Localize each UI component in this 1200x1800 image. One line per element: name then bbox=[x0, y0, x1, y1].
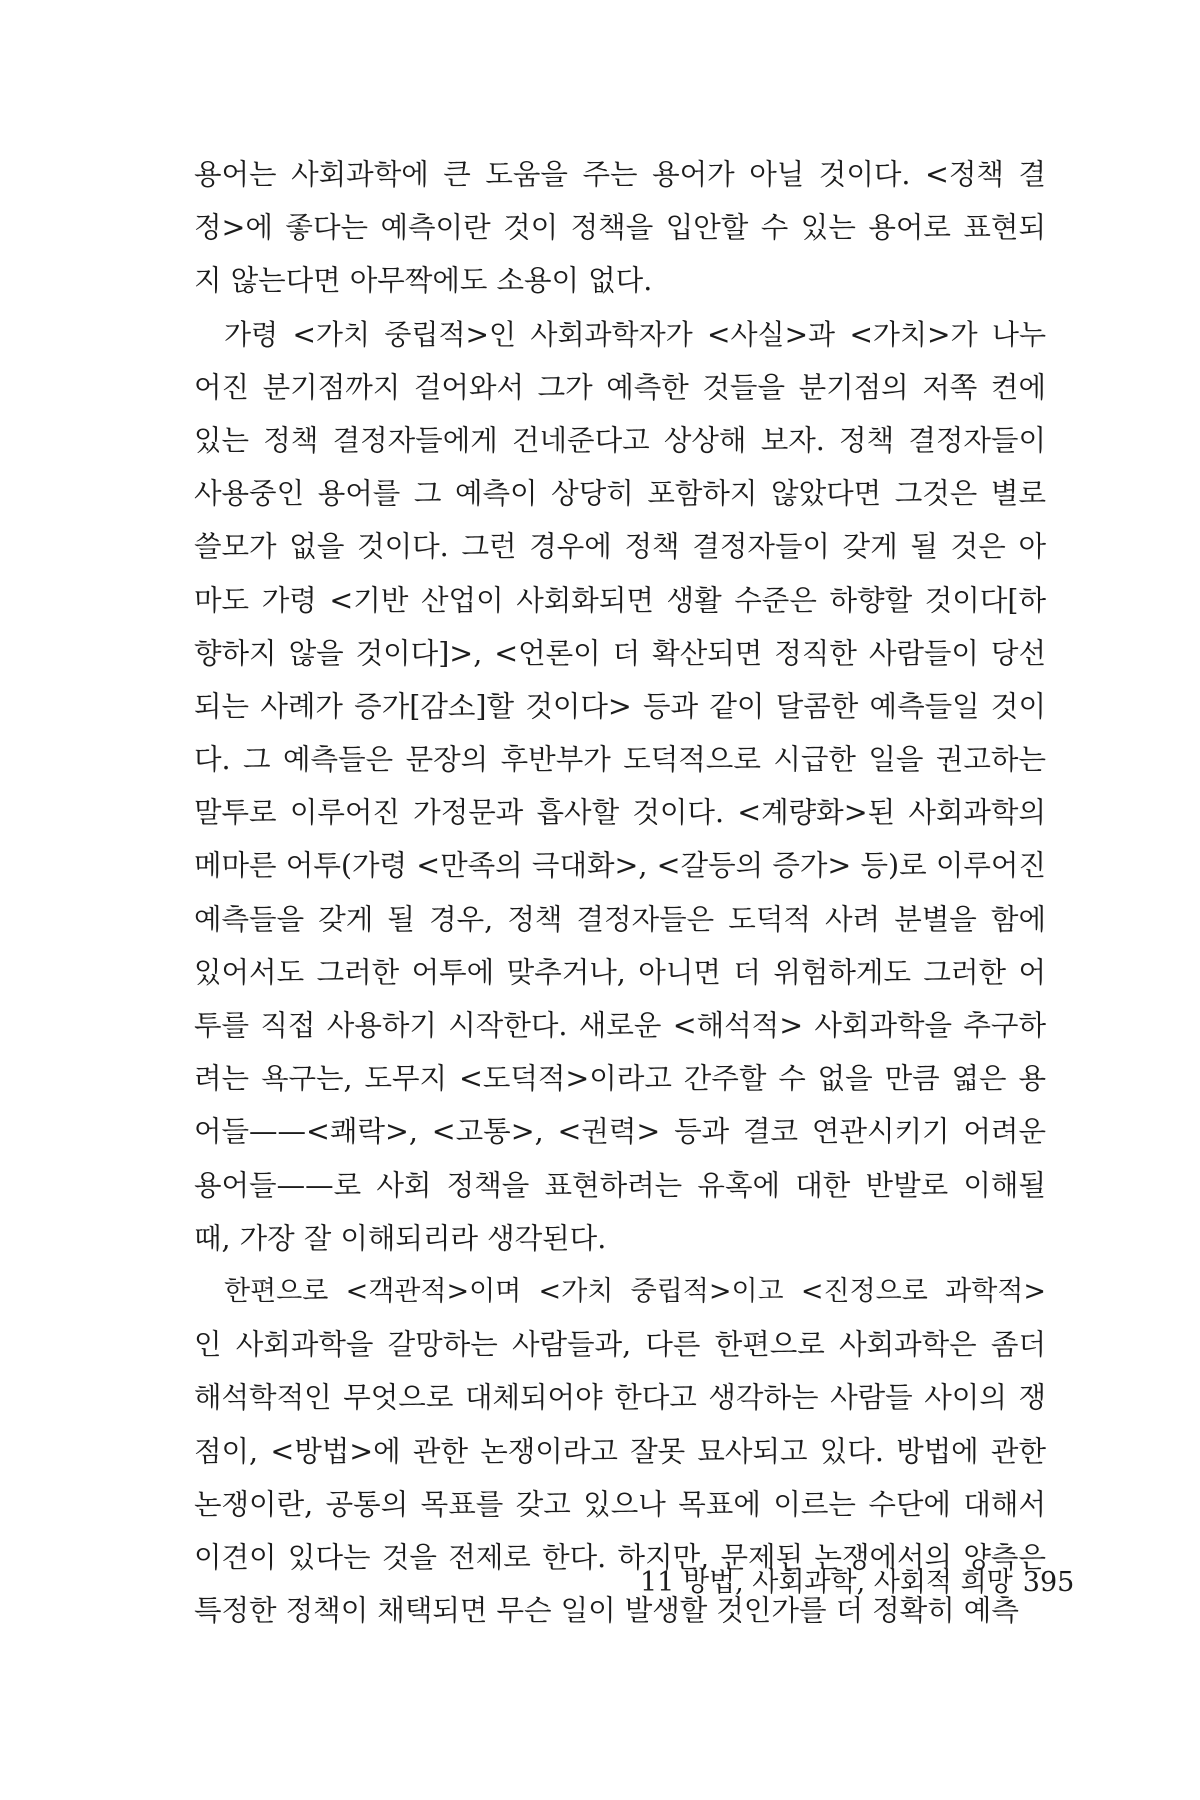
text-line: 마도 가령 <기반 산업이 사회화되면 생활 수준은 하향할 것이다[하 bbox=[194, 583, 1046, 617]
text-line: 향하지 않을 것이다]>, <언론이 더 확산되면 정직한 사람들이 당선 bbox=[194, 636, 1046, 670]
text-line: 논쟁이란, 공통의 목표를 갖고 있으나 목표에 이르는 수단에 대해서 bbox=[194, 1487, 1046, 1521]
text-line: 어진 분기점까지 걸어와서 그가 예측한 것들을 분기점의 저쪽 켠에 bbox=[194, 370, 1046, 404]
text-line: 어들——<쾌락>, <고통>, <권력> 등과 결코 연관시키기 어려운 bbox=[194, 1115, 1046, 1149]
text-line: 쓸모가 없을 것이다. 그런 경우에 정책 결정자들이 갖게 될 것은 아 bbox=[194, 530, 1046, 564]
paragraph bbox=[194, 308, 1046, 1265]
paragraph bbox=[194, 148, 1046, 308]
text-line: 특정한 정책이 채택되면 무슨 일이 발생할 것인가를 더 정확히 예측 bbox=[194, 1594, 1019, 1628]
page-number: 395 bbox=[1022, 1567, 1075, 1598]
body-text bbox=[194, 148, 1046, 1637]
text-line: 한편으로 <객관적>이며 <가치 중립적>이고 <진정으로 과학적> bbox=[224, 1275, 1046, 1307]
text-line: 되는 사례가 증가[감소]할 것이다> 등과 같이 달콤한 예측들일 것이 bbox=[194, 689, 1046, 723]
text-line: 메마른 어투(가령 <만족의 극대화>, <갈등의 증가> 등)로 이루어진 bbox=[194, 849, 1046, 883]
text-line: 이견이 있다는 것을 전제로 한다. 하지만, 문제된 논쟁에서의 양측은 bbox=[194, 1540, 1046, 1574]
text-line: 사용중인 용어를 그 예측이 상당히 포함하지 않았다면 그것은 별로 bbox=[194, 477, 1046, 511]
text-line: 용어는 사회과학에 큰 도움을 주는 용어가 아닐 것이다. <정책 결 bbox=[194, 158, 1046, 191]
text-line: 인 사회과학을 갈망하는 사람들과, 다른 한편으로 사회과학은 좀더 bbox=[194, 1328, 1046, 1362]
text-line: 투를 직접 사용하기 시작한다. 새로운 <해석적> 사회과학을 추구하 bbox=[194, 1009, 1046, 1042]
text-line: 가령 <가치 중립적>인 사회과학자가 <사실>과 <가치>가 나누 bbox=[224, 317, 1046, 351]
text-line: 려는 욕구는, 도무지 <도덕적>이라고 간주할 수 없을 만큼 엷은 용 bbox=[194, 1062, 1046, 1096]
text-line: 때, 가장 잘 이해되리라 생각된다. bbox=[194, 1221, 607, 1255]
text-line: 있어서도 그러한 어투에 맞추거나, 아니면 더 위험하게도 그러한 어 bbox=[194, 955, 1046, 989]
text-line: 말투로 이루어진 가정문과 흡사할 것이다. <계량화>된 사회과학의 bbox=[194, 796, 1046, 830]
text-line: 용어들——로 사회 정책을 표현하려는 유혹에 대한 반발로 이해될 bbox=[194, 1168, 1046, 1202]
text-line: 해석학적인 무엇으로 대체되어야 한다고 생각하는 사람들 사이의 쟁 bbox=[194, 1381, 1046, 1415]
text-line: 정>에 좋다는 예측이란 것이 정책을 입안할 수 있는 용어로 표현되 bbox=[194, 211, 1046, 245]
text-line: 지 않는다면 아무짝에도 소용이 없다. bbox=[194, 264, 653, 298]
text-line: 예측들을 갖게 될 경우, 정책 결정자들은 도덕적 사려 분별을 함에 bbox=[194, 902, 1046, 936]
running-head: 11 방법, 사회과학, 사회적 희망 bbox=[640, 1567, 1013, 1598]
page-footer bbox=[640, 1563, 1075, 1603]
text-line: 있는 정책 결정자들에게 건네준다고 상상해 보자. 정책 결정자들이 bbox=[194, 423, 1046, 457]
text-line: 다. 그 예측들은 문장의 후반부가 도덕적으로 시급한 일을 권고하는 bbox=[194, 743, 1046, 777]
text-line: 점이, <방법>에 관한 논쟁이라고 잘못 묘사되고 있다. 방법에 관한 bbox=[194, 1434, 1046, 1468]
